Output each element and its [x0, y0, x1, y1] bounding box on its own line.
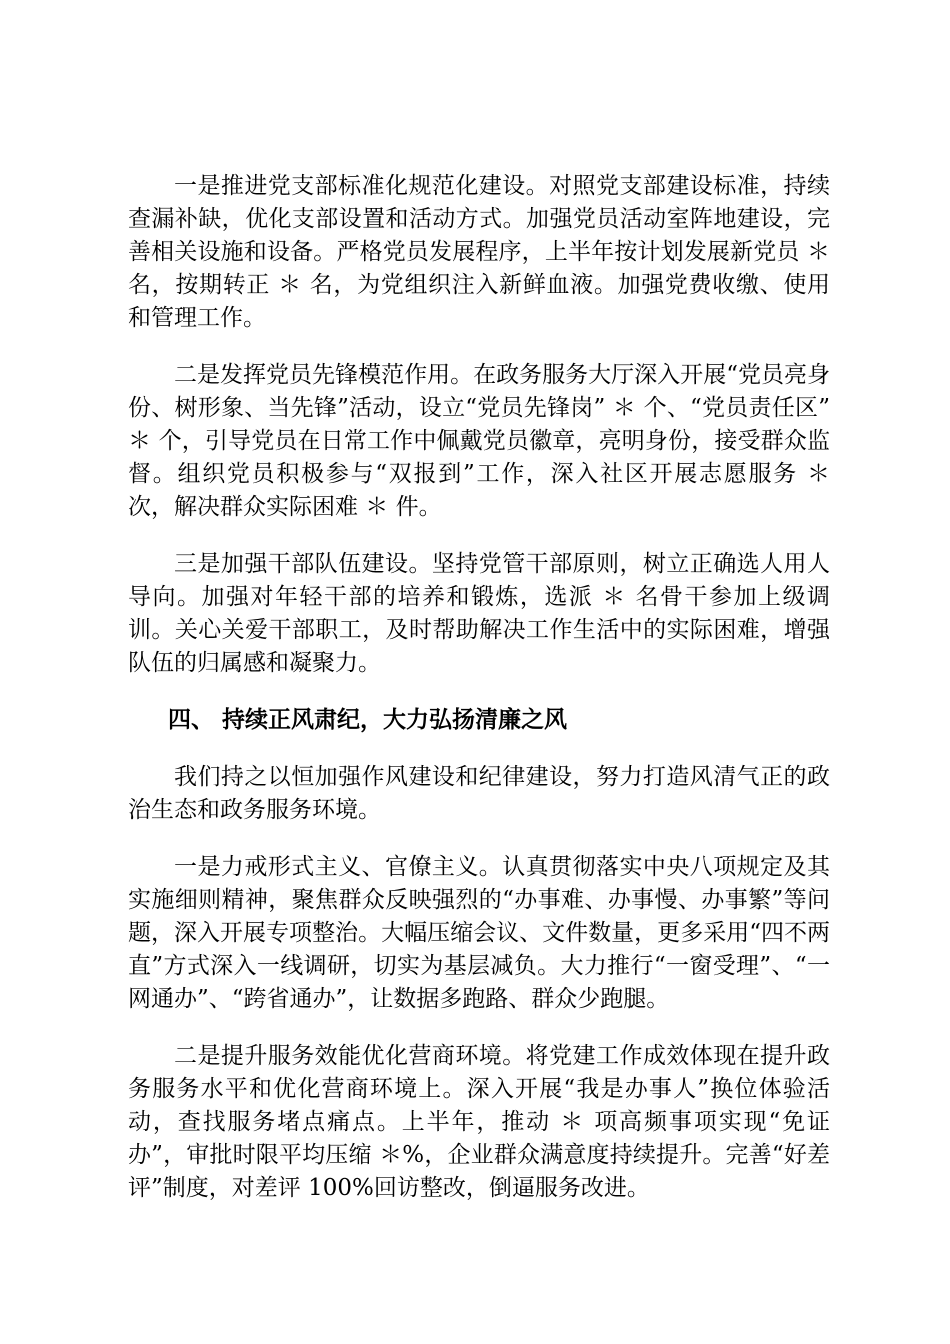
paragraph-party-branch-standardization: 一是推进党支部标准化规范化建设。对照党支部建设标准，持续查漏补缺，优化支部设置和活动方式。加强党员活动室阵地建设，完善相关设施和设备。严格党员发展程序，上半年按计划发展新党员 ＊ 名，按期转正 ＊ 名，为党组织注入新鲜血液。加强党费收缴、使用和管理工作。 — [128, 173, 830, 331]
paragraph-anti-formalism: 一是力戒形式主义、官僚主义。认真贯彻落实中央八项规定及其实施细则精神，聚焦群众反映强烈的“办事难、办事慢、办事繁”等问题，深入开展专项整治。大幅压缩会议、文件数量，更多采用“四不两直”方式深入一线调研，切实为基层减负。大力推行“一窗受理”、“一网通办”、“跨省通办”，让数据多跑路、群众少跑腿。 — [128, 854, 830, 1012]
paragraph-section-intro: 我们持之以恒加强作风建设和纪律建设，努力打造风清气正的政治生态和政务服务环境。 — [128, 764, 830, 823]
paragraph-service-efficiency: 二是提升服务效能优化营商环境。将党建工作成效体现在提升政务服务水平和优化营商环境上。深入开展“我是办事人”换位体验活动，查找服务堵点痛点。上半年，推动 ＊ 项高频事项实现“免证办”，审批时限平均压缩 ＊%，企业群众满意度持续提升。完善“好差评”制度，对差评 100%回访整改，倒逼服务改进。 — [128, 1043, 830, 1201]
section-heading-four: 四、 持续正风肃纪，大力弘扬清廉之风 — [168, 707, 568, 733]
document-body — [128, 170, 830, 1229]
paragraph-party-member-vanguard: 二是发挥党员先锋模范作用。在政务服务大厅深入开展“党员亮身份、树形象、当先锋”活动，设立“党员先锋岗” ＊ 个、“党员责任区” ＊ 个，引导党员在日常工作中佩戴党员徽章，亮明身份，接受群众监督。组织党员积极参与“双报到”工作，深入社区开展志愿服务 ＊ 次，解决群众实际困难 ＊ 件。 — [128, 362, 830, 520]
paragraph-cadre-team-building: 三是加强干部队伍建设。坚持党管干部原则，树立正确选人用人导向。加强对年轻干部的培养和锻炼，选派 ＊ 名骨干参加上级调训。关心关爱干部职工，及时帮助解决工作生活中的实际困难，增强队伍的归属感和凝聚力。 — [128, 551, 830, 676]
